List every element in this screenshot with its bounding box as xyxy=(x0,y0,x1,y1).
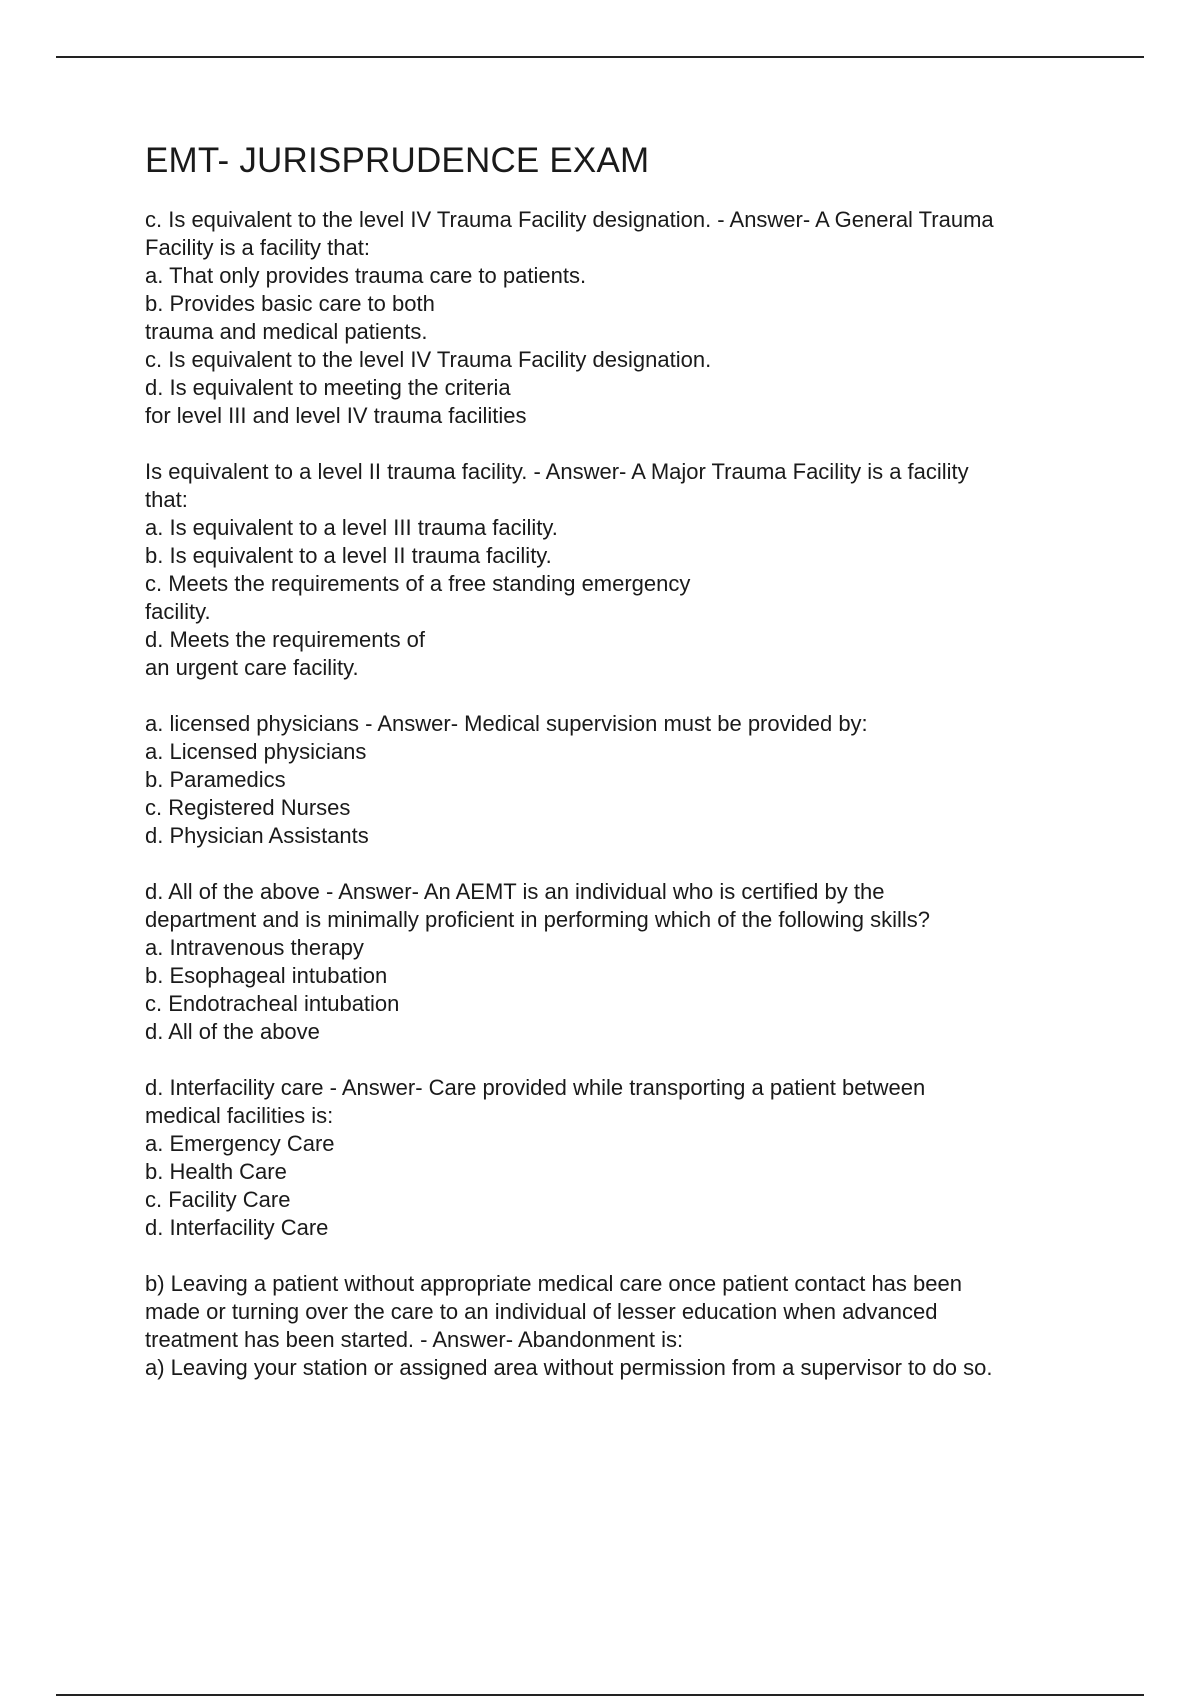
top-rule xyxy=(56,56,1144,58)
qa-line: b. Is equivalent to a level II trauma facility. xyxy=(145,543,552,568)
bottom-rule xyxy=(56,1694,1144,1696)
qa-line: trauma and medical patients. xyxy=(145,319,428,344)
document-body xyxy=(145,140,1095,1410)
qa-line: for level III and level IV trauma facilities xyxy=(145,403,527,428)
qa-line: a. Is equivalent to a level III trauma facility. xyxy=(145,515,558,540)
qa-line: a. Intravenous therapy xyxy=(145,935,364,960)
qa-line: d. Interfacility Care xyxy=(145,1215,329,1240)
qa-line: d. Meets the requirements of xyxy=(145,627,426,652)
qa-line: d. All of the above xyxy=(145,1019,320,1044)
qa-line: c. Is equivalent to the level IV Trauma Facility designation. - Answer- A General Trauma xyxy=(145,207,994,232)
qa-line: b. Provides basic care to both xyxy=(145,291,435,316)
qa-line: a. licensed physicians - Answer- Medical supervision must be provided by: xyxy=(145,711,868,736)
qa-line: c. Meets the requirements of a free standing emergency xyxy=(145,571,691,596)
qa-block-1 xyxy=(145,206,1095,430)
qa-line: d. All of the above - Answer- An AEMT is an individual who is certified by the xyxy=(145,879,885,904)
qa-line: Is equivalent to a level II trauma facility. - Answer- A Major Trauma Facility is a facility xyxy=(145,459,969,484)
qa-line: d. Is equivalent to meeting the criteria xyxy=(145,375,511,400)
qa-line: b) Leaving a patient without appropriate medical care once patient contact has been xyxy=(145,1271,962,1296)
qa-line: facility. xyxy=(145,599,211,624)
qa-line: a. That only provides trauma care to patients. xyxy=(145,263,587,288)
qa-line: b. Esophageal intubation xyxy=(145,963,388,988)
qa-line: an urgent care facility. xyxy=(145,655,359,680)
qa-line: department and is minimally proficient in performing which of the following skills? xyxy=(145,907,931,932)
qa-line: c. Registered Nurses xyxy=(145,795,351,820)
qa-line: made or turning over the care to an individual of lesser education when advanced xyxy=(145,1299,938,1324)
qa-line: c. Endotracheal intubation xyxy=(145,991,400,1016)
qa-block-6 xyxy=(145,1270,1095,1382)
qa-line: a) Leaving your station or assigned area without permission from a supervisor to do so. xyxy=(145,1355,993,1380)
qa-block-5 xyxy=(145,1074,1095,1242)
qa-block-4 xyxy=(145,878,1095,1046)
qa-line: a. Emergency Care xyxy=(145,1131,335,1156)
qa-line: c. Is equivalent to the level IV Trauma Facility designation. xyxy=(145,347,712,372)
qa-line: Facility is a facility that: xyxy=(145,235,370,260)
qa-line: a. Licensed physicians xyxy=(145,739,367,764)
qa-block-2 xyxy=(145,458,1095,682)
qa-line: medical facilities is: xyxy=(145,1103,334,1128)
qa-line: that: xyxy=(145,487,188,512)
qa-line: b. Health Care xyxy=(145,1159,287,1184)
qa-block-3 xyxy=(145,710,1095,850)
qa-line: d. Physician Assistants xyxy=(145,823,369,848)
qa-line: c. Facility Care xyxy=(145,1187,291,1212)
qa-line: b. Paramedics xyxy=(145,767,286,792)
qa-line: treatment has been started. - Answer- Abandonment is: xyxy=(145,1327,684,1352)
qa-line: d. Interfacility care - Answer- Care provided while transporting a patient between xyxy=(145,1075,926,1100)
page-title: EMT- JURISPRUDENCE EXAM xyxy=(145,141,650,180)
